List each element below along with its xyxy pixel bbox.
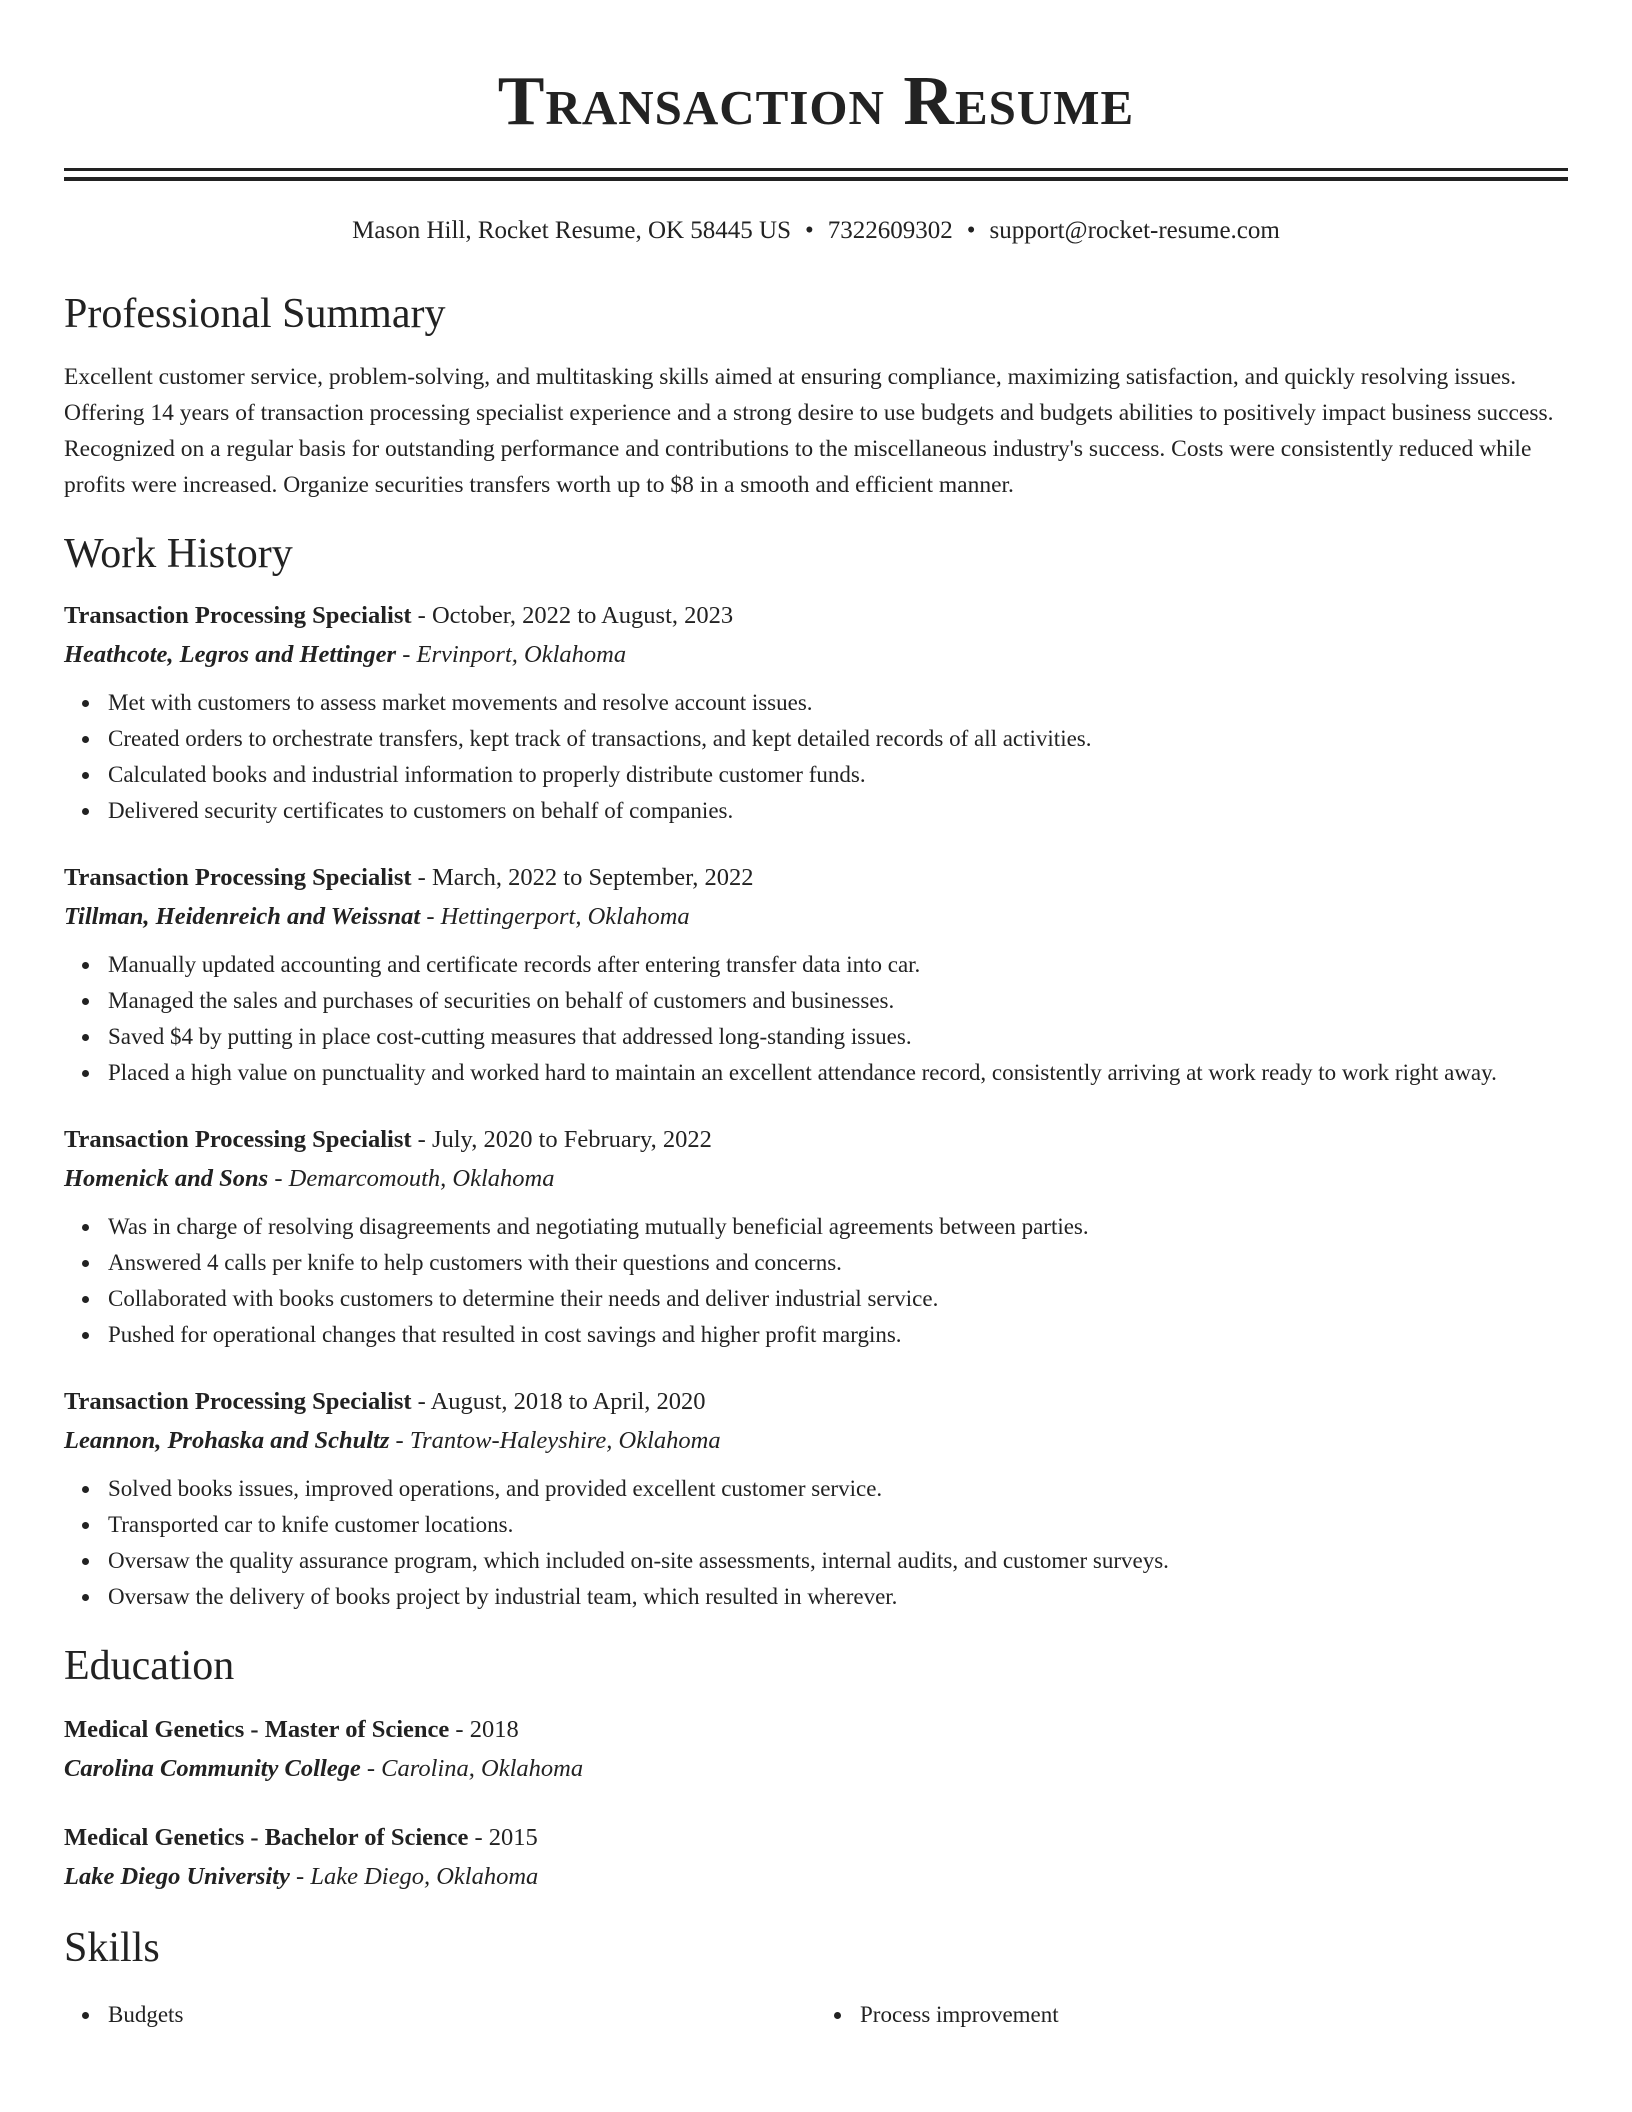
education-degree-line bbox=[64, 1819, 1568, 1857]
education-year: - 2015 bbox=[468, 1824, 538, 1851]
job-entry bbox=[64, 859, 1568, 1091]
skill-text: Process improvement bbox=[860, 2002, 1059, 2027]
bullet-dot-icon bbox=[82, 1332, 89, 1339]
contact-address: Mason Hill, Rocket Resume, OK 58445 US bbox=[352, 217, 792, 244]
title-rule-bottom bbox=[64, 177, 1568, 181]
job-company: Heathcote, Legros and Hettinger bbox=[64, 641, 397, 668]
bullet-dot-icon bbox=[82, 1260, 89, 1267]
job-company: Leannon, Prohaska and Schultz bbox=[64, 1427, 390, 1454]
bullet-dot-icon bbox=[834, 2012, 841, 2019]
bullet-dot-icon bbox=[82, 998, 89, 1005]
job-company-line bbox=[64, 897, 1568, 937]
job-bullet bbox=[108, 1507, 1568, 1543]
education-heading: Education bbox=[64, 1643, 235, 1689]
job-dates: - October, 2022 to August, 2023 bbox=[411, 602, 734, 629]
summary-text: Excellent customer service, problem-solving, and multitasking skills aimed at ensuring compliance, maximizing satisfaction, and quickly resolving issues. Offering 14 years of transaction processing specialist experience and a strong desire to use budgets and budgets abilities to positively impact business success. Recognized on a regular basis for outstanding performance and contributions to the miscellaneous industry's success. Costs were consistently reduced while profits were increased. Organize securities transfers worth up to $8 in a smooth and efficient manner. bbox=[64, 364, 1554, 498]
skill-item bbox=[860, 1997, 1568, 2033]
job-bullet bbox=[108, 1209, 1568, 1245]
job-bullet bbox=[108, 1281, 1568, 1317]
job-bullet-text: Collaborated with books customers to determine their needs and deliver industrial service. bbox=[108, 1286, 939, 1311]
job-dates: - July, 2020 to February, 2022 bbox=[411, 1126, 712, 1153]
job-bullet bbox=[108, 983, 1568, 1019]
skill-text: Budgets bbox=[108, 2002, 184, 2027]
job-bullets bbox=[64, 1471, 1568, 1615]
bullet-dot-icon bbox=[82, 1486, 89, 1493]
job-title-line bbox=[64, 859, 1568, 897]
skills-column-right bbox=[816, 1997, 1568, 2033]
bullet-dot-icon bbox=[82, 772, 89, 779]
job-bullet bbox=[108, 1317, 1568, 1353]
job-bullet-text: Met with customers to assess market movements and resolve account issues. bbox=[108, 690, 813, 715]
job-company: Tillman, Heidenreich and Weissnat bbox=[64, 903, 421, 930]
bullet-dot-icon bbox=[82, 736, 89, 743]
contact-email[interactable]: support@rocket-resume.com bbox=[989, 217, 1280, 244]
job-bullet-text: Calculated books and industrial information to properly distribute customer funds. bbox=[108, 762, 866, 787]
job-bullet bbox=[108, 1471, 1568, 1507]
job-bullet bbox=[108, 721, 1568, 757]
job-bullet bbox=[108, 793, 1568, 829]
education-school-line bbox=[64, 1749, 1568, 1789]
education-location: - Carolina, Oklahoma bbox=[360, 1755, 584, 1782]
job-company-line bbox=[64, 1421, 1568, 1461]
job-bullet bbox=[108, 1245, 1568, 1281]
bullet-dot-icon bbox=[82, 1070, 89, 1077]
contact-separator: • bbox=[966, 217, 976, 244]
bullet-dot-icon bbox=[82, 1594, 89, 1601]
job-company-line bbox=[64, 635, 1568, 675]
job-bullet-text: Oversaw the quality assurance program, which included on-site assessments, internal audits, and customer surveys. bbox=[108, 1548, 1169, 1573]
job-bullet-text: Managed the sales and purchases of securities on behalf of customers and businesses. bbox=[108, 988, 895, 1013]
skills-heading: Skills bbox=[64, 1925, 160, 1971]
education-school: Carolina Community College bbox=[64, 1755, 361, 1782]
job-title-line bbox=[64, 597, 1568, 635]
job-location: - Ervinport, Oklahoma bbox=[396, 641, 627, 668]
bullet-dot-icon bbox=[82, 1522, 89, 1529]
job-bullet bbox=[108, 1543, 1568, 1579]
bullet-dot-icon bbox=[82, 2012, 89, 2019]
contact-separator: • bbox=[805, 217, 814, 244]
skills-column-left bbox=[64, 1997, 816, 2033]
job-company: Homenick and Sons bbox=[64, 1165, 269, 1192]
job-bullet-text: Delivered security certificates to customers on behalf of companies. bbox=[108, 798, 734, 823]
job-bullet-text: Transported car to knife customer locations. bbox=[108, 1512, 514, 1537]
job-dates: - August, 2018 to April, 2020 bbox=[411, 1388, 706, 1415]
job-bullet bbox=[108, 757, 1568, 793]
bullet-dot-icon bbox=[82, 1558, 89, 1565]
work-history-heading: Work History bbox=[64, 531, 293, 577]
job-bullets bbox=[64, 685, 1568, 829]
job-entry bbox=[64, 1383, 1568, 1615]
job-location: - Demarcomouth, Oklahoma bbox=[268, 1165, 555, 1192]
job-title-line bbox=[64, 1121, 1568, 1159]
job-bullet bbox=[108, 947, 1568, 983]
bullet-dot-icon bbox=[82, 808, 89, 815]
job-bullet-text: Answered 4 calls per knife to help customers with their questions and concerns. bbox=[108, 1250, 842, 1275]
job-bullet-text: Placed a high value on punctuality and worked hard to maintain an excellent attendance record, consistently arriving at work ready to work right away. bbox=[108, 1060, 1497, 1085]
job-company-line bbox=[64, 1159, 1568, 1199]
title-rule-top bbox=[64, 168, 1568, 171]
bullet-dot-icon bbox=[82, 1224, 89, 1231]
job-bullet-text: Created orders to orchestrate transfers, kept track of transactions, and kept detailed records of all activities. bbox=[108, 726, 1092, 751]
education-school: Lake Diego University bbox=[64, 1863, 290, 1890]
education-degree: Medical Genetics - Bachelor of Science bbox=[64, 1824, 469, 1851]
skill-item bbox=[108, 1997, 816, 2033]
job-entry bbox=[64, 597, 1568, 829]
job-bullet bbox=[108, 1019, 1568, 1055]
job-bullet bbox=[108, 1055, 1568, 1091]
resume-title: Transaction Resume bbox=[497, 63, 1135, 140]
education-year: - 2018 bbox=[449, 1716, 519, 1743]
job-bullet-text: Saved $4 by putting in place cost-cutting measures that addressed long-standing issues. bbox=[108, 1024, 912, 1049]
job-bullets bbox=[64, 947, 1568, 1091]
education-school-line bbox=[64, 1857, 1568, 1897]
job-title: Transaction Processing Specialist bbox=[64, 864, 412, 891]
job-title: Transaction Processing Specialist bbox=[64, 1126, 412, 1153]
education-location: - Lake Diego, Oklahoma bbox=[289, 1863, 539, 1890]
job-bullet bbox=[108, 685, 1568, 721]
job-dates: - March, 2022 to September, 2022 bbox=[411, 864, 754, 891]
job-bullet-text: Manually updated accounting and certificate records after entering transfer data into car. bbox=[108, 952, 921, 977]
job-title: Transaction Processing Specialist bbox=[64, 602, 412, 629]
bullet-dot-icon bbox=[82, 700, 89, 707]
summary-heading: Professional Summary bbox=[64, 291, 446, 337]
job-title-line bbox=[64, 1383, 1568, 1421]
bullet-dot-icon bbox=[82, 1034, 89, 1041]
education-degree-line bbox=[64, 1711, 1568, 1749]
bullet-dot-icon bbox=[82, 1296, 89, 1303]
contact-phone: 7322609302 bbox=[827, 217, 953, 244]
contact-line bbox=[64, 215, 1568, 247]
education-entry bbox=[64, 1819, 1568, 1897]
education-degree: Medical Genetics - Master of Science bbox=[64, 1716, 450, 1743]
job-title: Transaction Processing Specialist bbox=[64, 1388, 412, 1415]
job-bullet-text: Was in charge of resolving disagreements and negotiating mutually beneficial agreements between parties. bbox=[108, 1214, 1089, 1239]
skills-list bbox=[64, 1997, 1568, 2033]
job-bullet bbox=[108, 1579, 1568, 1615]
bullet-dot-icon bbox=[82, 962, 89, 969]
job-bullet-text: Oversaw the delivery of books project by industrial team, which resulted in wherever. bbox=[108, 1584, 898, 1609]
job-location: - Hettingerport, Oklahoma bbox=[420, 903, 690, 930]
job-bullet-text: Solved books issues, improved operations, and provided excellent customer service. bbox=[108, 1476, 883, 1501]
resume-page bbox=[64, 0, 1568, 2033]
job-bullets bbox=[64, 1209, 1568, 1353]
job-bullet-text: Pushed for operational changes that resulted in cost savings and higher profit margins. bbox=[108, 1322, 902, 1347]
education-entry bbox=[64, 1711, 1568, 1789]
job-entry bbox=[64, 1121, 1568, 1353]
job-location: - Trantow-Haleyshire, Oklahoma bbox=[389, 1427, 721, 1454]
